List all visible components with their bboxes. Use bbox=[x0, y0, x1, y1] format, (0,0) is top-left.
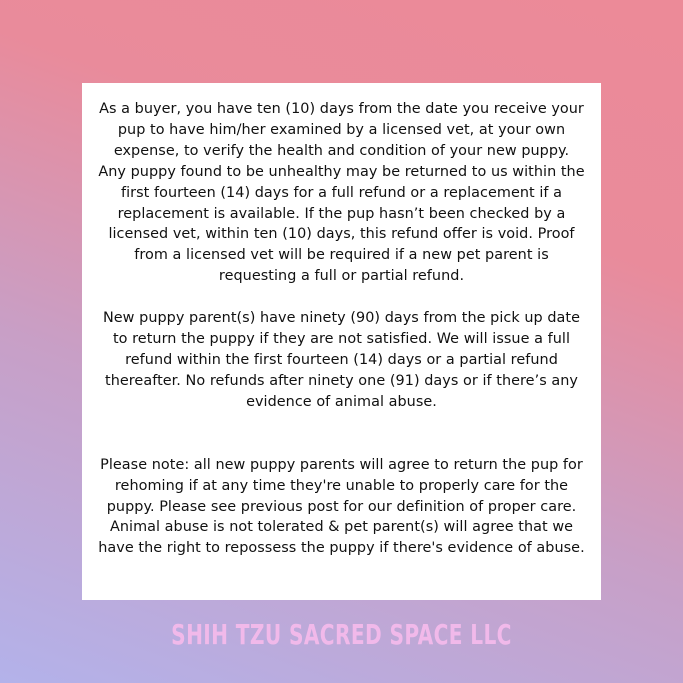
brand-name: SHIH TZU SACRED SPACE LLC bbox=[171, 618, 512, 651]
rehoming-note-paragraph: Please note: all new puppy parents will agree to return the pup for rehoming if at any time they're unable to properly care for the puppy. Please see previous post for our definition of proper care. Animal abuse is not tolerated & pet parent(s) will agree that we have the right to repossess the puppy if there's evidence of abuse. bbox=[98, 456, 585, 557]
refund-policy-paragraph: As a buyer, you have ten (10) days from the date you receive your pup to have him/her examined by a licensed vet, at your own expense, to verify the health and condition of your new puppy. Any puppy found to be unhealthy may be returned to us within the first fourteen (14) days for a full refund or a replacement if a replacement is available. If the pup hasn’t been checked by a licensed vet, within ten (10) days, this refund offer is void. Proof from a licensed vet will be required if a new pet parent is requesting a full or partial refund. bbox=[98, 101, 585, 285]
policy-card bbox=[82, 83, 601, 600]
return-policy-paragraph: New puppy parent(s) have ninety (90) days from the pick up date to return the puppy if they are not satisfied. We will issue a full refund within the first fourteen (14) days or a partial refund thereafter. No refunds after ninety one (91) days or if there’s any evidence of animal abuse. bbox=[102, 310, 581, 410]
